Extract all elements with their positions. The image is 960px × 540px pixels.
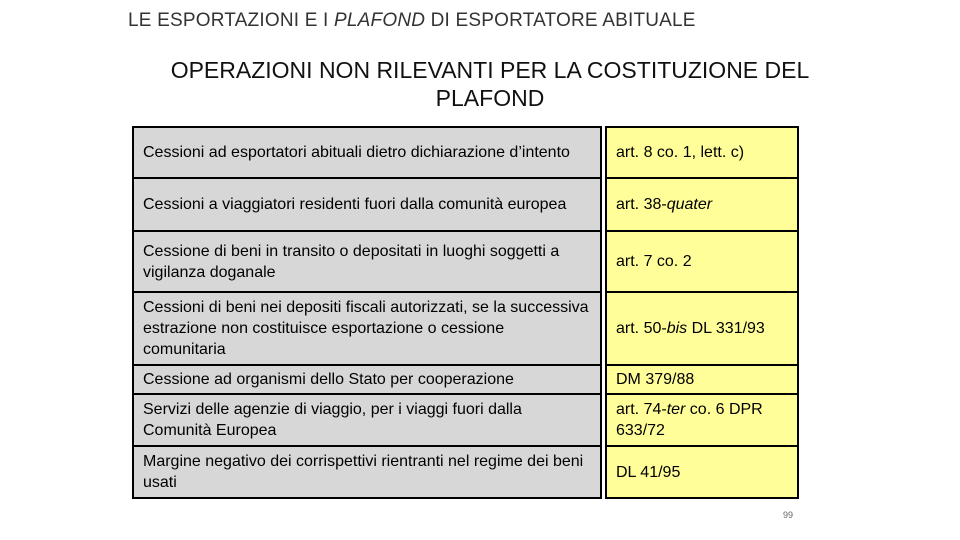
operation-cell (132, 230, 602, 293)
reference-cell (605, 230, 799, 293)
reference-cell (605, 393, 799, 447)
operation-cell (132, 393, 602, 447)
operation-text: Servizi delle agenzie di viaggio, per i viaggi fuori dalla Comunità Europea (143, 401, 522, 439)
operation-cell (132, 445, 602, 499)
operation-cell (132, 126, 602, 179)
slide-header (128, 10, 696, 32)
reference-text: art. 8 co. 1, lett. c) (616, 144, 745, 161)
operation-cell (132, 364, 602, 395)
reference-text: DM 379/88 (616, 371, 695, 388)
operation-text: Cessioni ad esportatori abituali dietro dichiarazione d’intento (143, 144, 570, 161)
reference-text: art. 7 co. 2 (616, 253, 692, 270)
operations-table (132, 126, 799, 499)
reference-text: art. 50-bis DL 331/93 (616, 320, 765, 337)
operation-cell (132, 177, 602, 232)
reference-cell (605, 445, 799, 499)
page-number: 99 (783, 510, 794, 520)
slide-subtitle: OPERAZIONI NON RILEVANTI PER LA COSTITUZIONE DEL PLAFOND (170, 57, 810, 111)
reference-cell (605, 291, 799, 366)
header-text-2: DI ESPORTATORE ABITUALE (425, 10, 696, 31)
operation-text: Margine negativo dei corrispettivi rientranti nel regime dei beni usati (143, 453, 584, 491)
operation-cell (132, 291, 602, 366)
reference-text: DL 41/95 (616, 463, 681, 481)
operation-text: Cessione ad organismi dello Stato per cooperazione (143, 371, 514, 388)
reference-cell (605, 364, 799, 395)
header-text-plafond: PLAFOND (334, 10, 426, 31)
reference-text: art. 38-quater (616, 196, 713, 213)
reference-cell (605, 126, 799, 179)
header-text-1: LE ESPORTAZIONI E I (128, 10, 335, 31)
operation-text: Cessioni a viaggiatori residenti fuori dalla comunità europea (143, 196, 567, 213)
operation-text: Cessione di beni in transito o depositati in luoghi soggetti a vigilanza doganale (143, 242, 560, 281)
reference-text: art. 74-ter co. 6 DPR 633/72 (616, 401, 763, 439)
operation-text: Cessioni di beni nei depositi fiscali autorizzati, se la successiva estrazione non costituisce esportazione o cessione comunitaria (143, 299, 589, 358)
reference-cell (605, 177, 799, 232)
